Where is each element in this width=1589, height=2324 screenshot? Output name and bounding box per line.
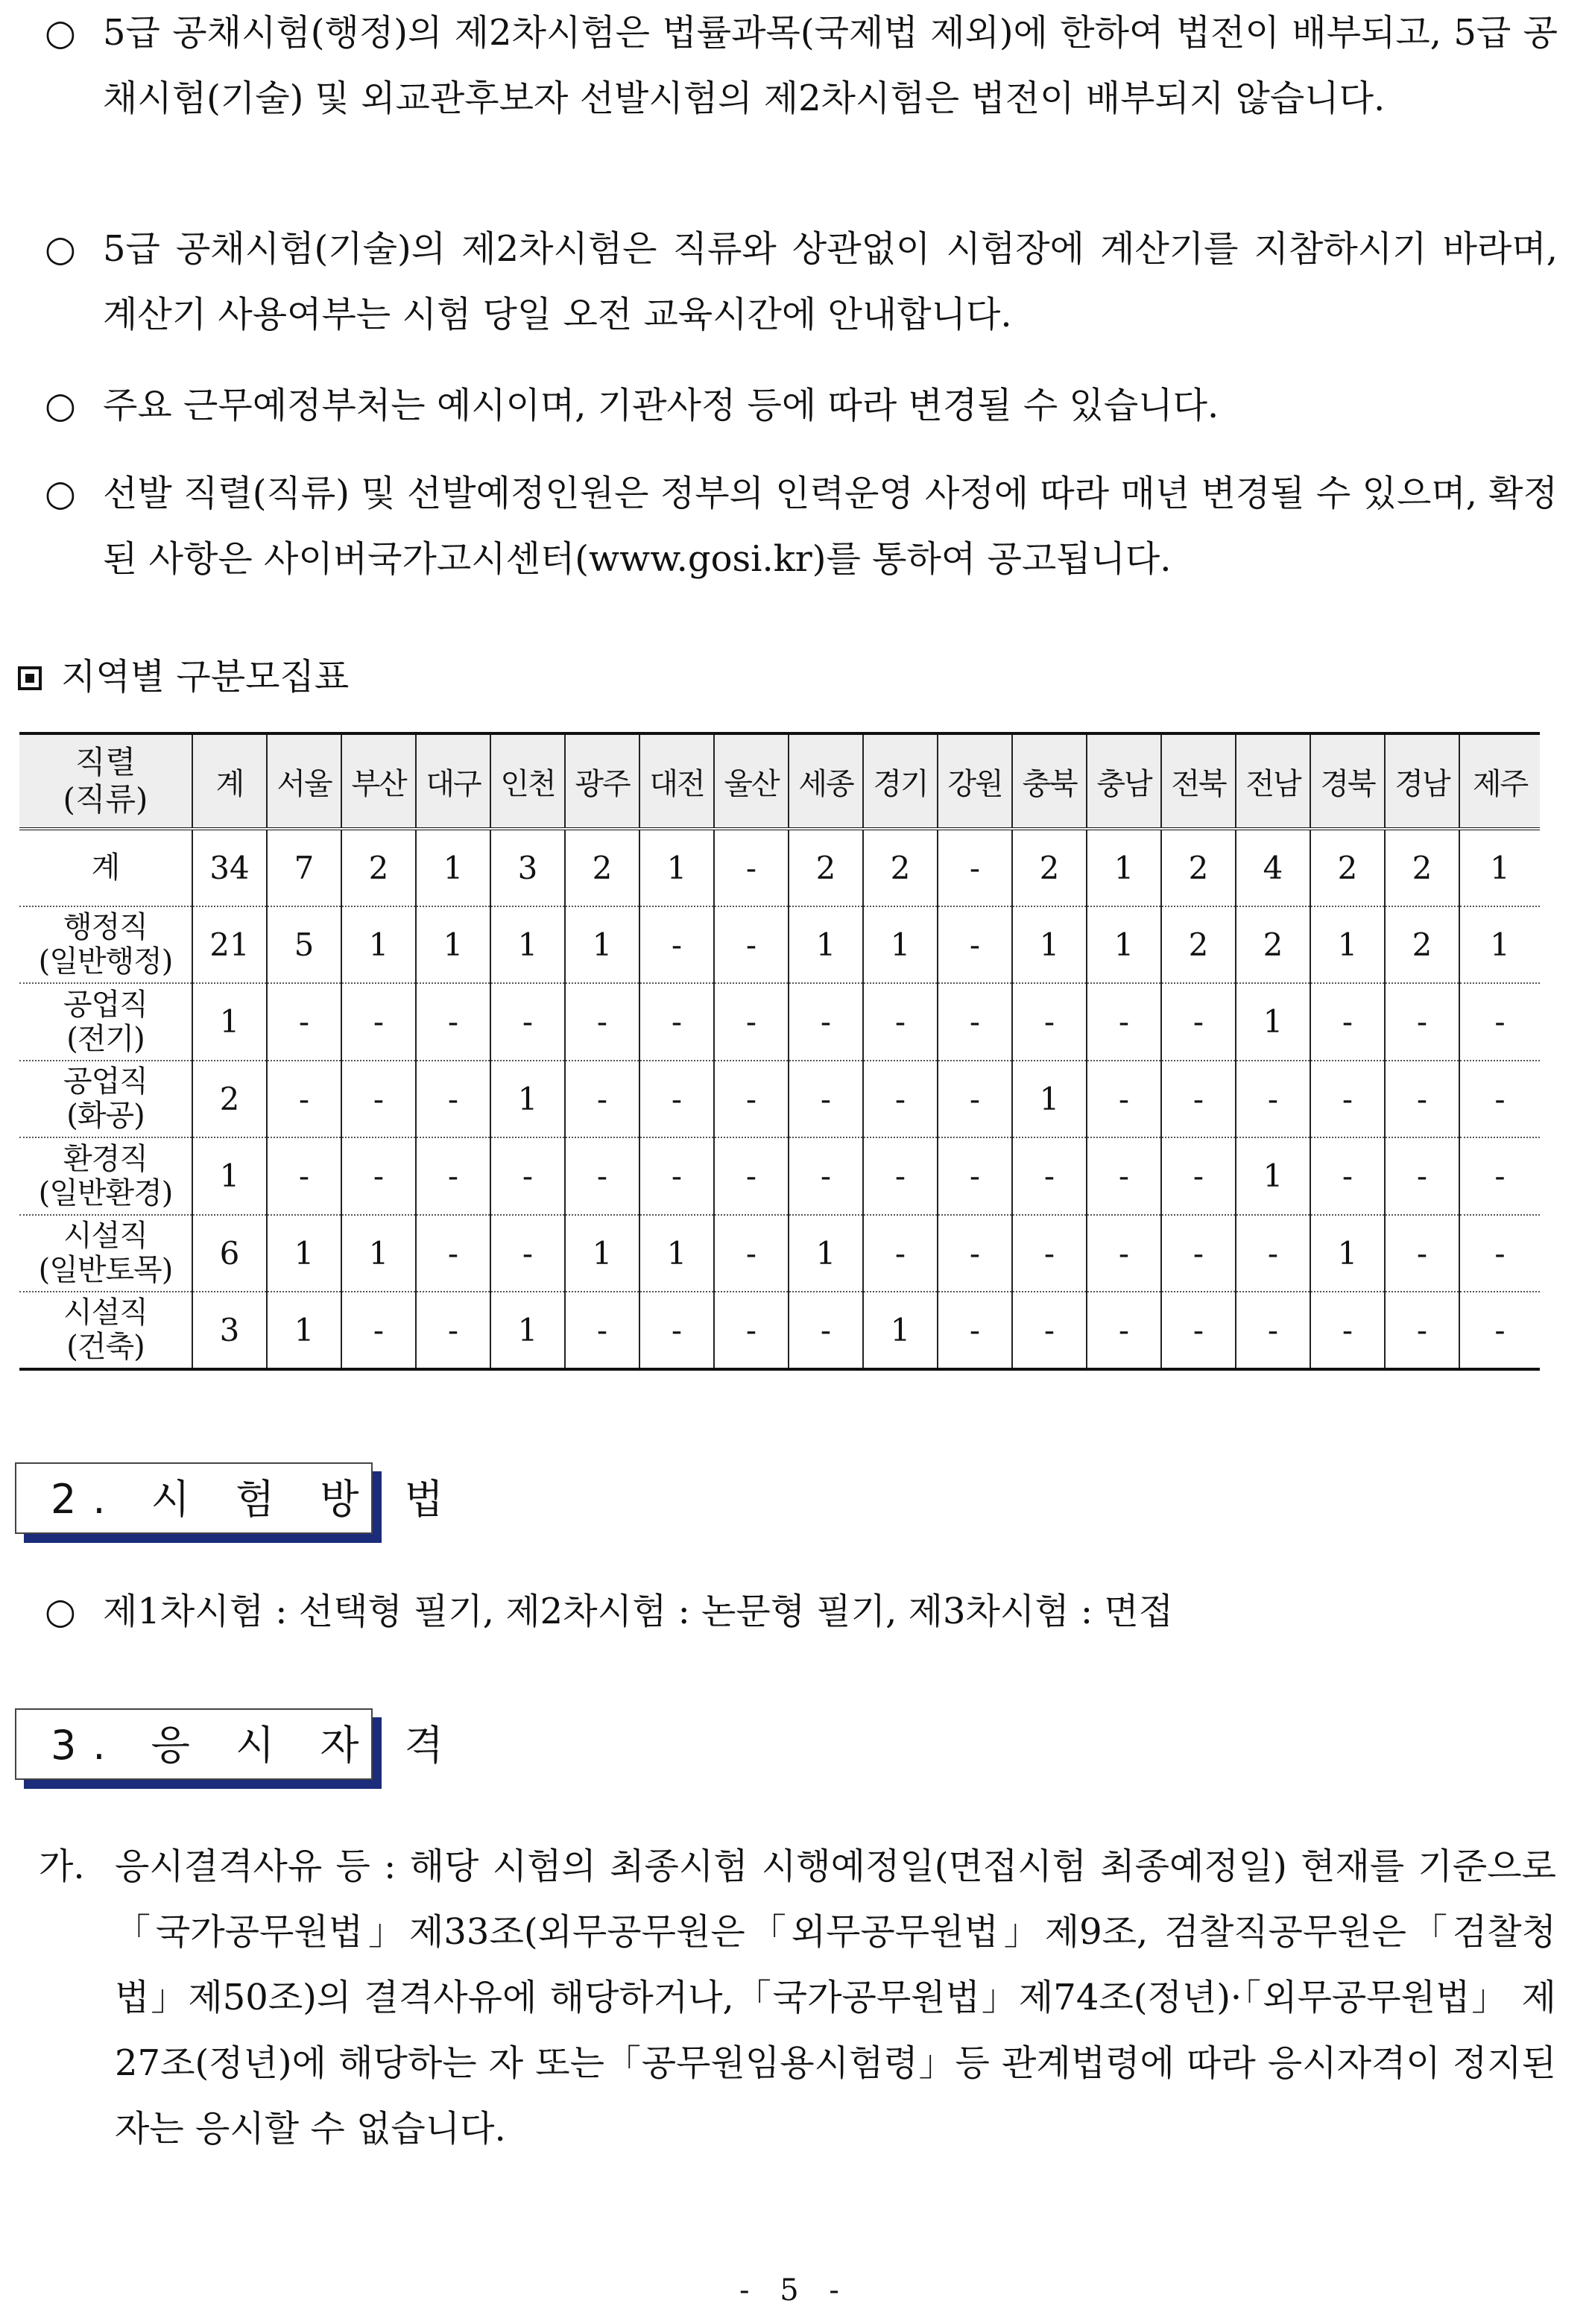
table-row xyxy=(19,1292,1540,1369)
table-cell: 1 xyxy=(565,906,639,984)
table-cell: - xyxy=(1310,983,1385,1061)
paragraph-mark: 가. xyxy=(39,1845,85,1887)
table-cell: - xyxy=(341,983,416,1061)
table-cell: 1 xyxy=(267,1215,341,1292)
table-cell: - xyxy=(1161,983,1236,1061)
table-row xyxy=(19,1137,1540,1215)
table-cell: 2 xyxy=(1310,829,1385,906)
region-table-title xyxy=(18,647,349,707)
bullet-mark: ○ xyxy=(45,12,76,54)
table-cell: - xyxy=(1012,1292,1087,1369)
table-cell: 1 xyxy=(416,906,490,984)
table-cell: 1 xyxy=(1236,1137,1310,1215)
table-cell: 1 xyxy=(192,983,267,1061)
table-cell: 1 xyxy=(565,1215,639,1292)
table-cell: - xyxy=(714,1215,789,1292)
table-cell: 5 xyxy=(267,906,341,984)
row-label xyxy=(19,1137,192,1215)
table-cell: - xyxy=(565,1292,639,1369)
table-cell: 2 xyxy=(1385,829,1459,906)
table-cell: - xyxy=(416,983,490,1061)
table-cell: - xyxy=(1087,1292,1161,1369)
table-cell: - xyxy=(938,1215,1012,1292)
table-cell: - xyxy=(863,1215,938,1292)
paragraph-disqualification xyxy=(39,1834,1556,2162)
table-cell: - xyxy=(938,1137,1012,1215)
row-label xyxy=(19,983,192,1061)
table-cell: 1 xyxy=(1310,1215,1385,1292)
row-label xyxy=(19,1061,192,1138)
row-label-line1: 공업직 xyxy=(63,1064,148,1099)
table-header-row xyxy=(19,733,1540,829)
paragraph-text: 응시결격사유 등 : 해당 시험의 최종시험 시행예정일(면접시험 최종예정일) 현재를 기준으로「국가공무원법」제33조(외무공무원은「외무공무원법」제9조, 검찰직공무원은「검찰청법」제50조)의 결격사유에 해당하거나,「국가공무원법」제74조(정년)·「외무공무원법」 제27조(정년)에 해당하는 자 또는「공무원임용시험령」등 관계법령에 따라 응시자격이 정지된 자는 응시할 수 없습니다. xyxy=(115,1845,1556,2150)
bullet-text: 5급 공채시험(행정)의 제2차시험은 법률과목(국제법 제외)에 한하여 법전이 배부되고, 5급 공채시험(기술) 및 외교관후보자 선발시험의 제2차시험은 법전이 배부되지 않습니다. xyxy=(103,12,1558,119)
table-cell: - xyxy=(714,1292,789,1369)
row-label-line2: (화공) xyxy=(66,1099,145,1134)
table-cell: - xyxy=(639,1061,714,1138)
table-cell: - xyxy=(416,1137,490,1215)
column-header: 충북 xyxy=(1012,733,1087,829)
table-row xyxy=(19,906,1540,984)
table-cell: 2 xyxy=(565,829,639,906)
table-cell: - xyxy=(714,906,789,984)
table-cell: - xyxy=(1310,1137,1385,1215)
row-label-line2: (일반행정) xyxy=(38,944,173,979)
table-cell: - xyxy=(938,1292,1012,1369)
table-row xyxy=(19,1061,1540,1138)
column-header: 전남 xyxy=(1236,733,1310,829)
row-label-line1: 환경직 xyxy=(63,1141,148,1176)
table-cell: 1 xyxy=(1087,829,1161,906)
table-cell: - xyxy=(1310,1292,1385,1369)
table-cell: 2 xyxy=(1236,906,1310,984)
table-cell: 1 xyxy=(789,1215,863,1292)
row-label-line1: 시설직 xyxy=(63,1219,148,1254)
table-cell: - xyxy=(1161,1061,1236,1138)
table-cell: - xyxy=(565,1061,639,1138)
table-cell: - xyxy=(1459,983,1540,1061)
table-cell: - xyxy=(341,1292,416,1369)
table-cell: 1 xyxy=(490,1061,565,1138)
bullet-mark: ○ xyxy=(45,228,76,270)
table-cell: - xyxy=(1012,983,1087,1061)
table-cell: 2 xyxy=(789,829,863,906)
column-header: 대전 xyxy=(639,733,714,829)
row-label-line2: (건축) xyxy=(66,1330,145,1365)
table-cell: 3 xyxy=(490,829,565,906)
table-cell: - xyxy=(1012,1215,1087,1292)
column-header: 계 xyxy=(192,733,267,829)
table-cell: 21 xyxy=(192,906,267,984)
table-cell: - xyxy=(1161,1292,1236,1369)
region-recruitment-table xyxy=(19,732,1540,1371)
table-cell: 1 xyxy=(1459,829,1540,906)
table-cell: - xyxy=(490,1215,565,1292)
table-cell: - xyxy=(1459,1215,1540,1292)
table-cell: 34 xyxy=(192,829,267,906)
table-cell: - xyxy=(863,983,938,1061)
bullet-mark: ○ xyxy=(45,473,76,514)
table-cell: - xyxy=(789,1292,863,1369)
row-label xyxy=(19,829,192,906)
table-cell: - xyxy=(639,906,714,984)
table-cell: - xyxy=(938,829,1012,906)
table-cell: 1 xyxy=(192,1137,267,1215)
table-cell: - xyxy=(267,1061,341,1138)
table-cell: - xyxy=(1459,1061,1540,1138)
column-header: 서울 xyxy=(267,733,341,829)
column-header: 세종 xyxy=(789,733,863,829)
bullet-selection-change xyxy=(45,461,1558,592)
table-cell: - xyxy=(714,983,789,1061)
table-cell: - xyxy=(416,1061,490,1138)
table-cell: 1 xyxy=(639,829,714,906)
table-cell: 1 xyxy=(341,1215,416,1292)
table-cell: - xyxy=(1385,983,1459,1061)
row-label xyxy=(19,1215,192,1292)
table-cell: 2 xyxy=(1385,906,1459,984)
bullet-text: 주요 근무예정부처는 예시이며, 기관사정 등에 따라 변경될 수 있습니다. xyxy=(103,385,1219,426)
column-header: 인천 xyxy=(490,733,565,829)
table-cell: - xyxy=(789,1137,863,1215)
table-cell: - xyxy=(416,1292,490,1369)
row-label-line1: 시설직 xyxy=(63,1295,148,1330)
row-label xyxy=(19,1292,192,1369)
table-cell: 1 xyxy=(639,1215,714,1292)
table-cell: 6 xyxy=(192,1215,267,1292)
table-cell: - xyxy=(1236,1061,1310,1138)
bullet-exam-stages xyxy=(45,1579,1558,1644)
table-cell: 1 xyxy=(1087,906,1161,984)
row-label-line2: (전기) xyxy=(66,1021,145,1056)
table-cell: 1 xyxy=(1236,983,1310,1061)
table-cell: - xyxy=(1459,1292,1540,1369)
table-cell: 2 xyxy=(863,829,938,906)
table-cell: - xyxy=(789,983,863,1061)
table-cell: - xyxy=(1236,1215,1310,1292)
table-cell: 1 xyxy=(1310,906,1385,984)
table-cell: - xyxy=(490,1137,565,1215)
table-cell: - xyxy=(1087,1215,1161,1292)
table-cell: - xyxy=(863,1061,938,1138)
table-cell: - xyxy=(1310,1061,1385,1138)
table-cell: 7 xyxy=(267,829,341,906)
table-cell: - xyxy=(416,1215,490,1292)
table-cell: - xyxy=(267,1137,341,1215)
table-cell: 1 xyxy=(1459,906,1540,984)
table-cell: 2 xyxy=(341,829,416,906)
page-number: - 5 - xyxy=(739,2273,850,2308)
table-cell: 4 xyxy=(1236,829,1310,906)
table-cell: 1 xyxy=(1012,1061,1087,1138)
table-cell: 1 xyxy=(490,1292,565,1369)
table-cell: 2 xyxy=(1161,829,1236,906)
table-cell: - xyxy=(1385,1215,1459,1292)
section-heading-eligibility: 3. 응 시 자 격 xyxy=(15,1708,373,1780)
table-row xyxy=(19,829,1540,906)
table-cell: 1 xyxy=(789,906,863,984)
column-header: 경기 xyxy=(863,733,938,829)
table-row xyxy=(19,1215,1540,1292)
column-header: 경남 xyxy=(1385,733,1459,829)
table-cell: 2 xyxy=(1012,829,1087,906)
table-cell: - xyxy=(1012,1137,1087,1215)
table-cell: - xyxy=(714,829,789,906)
table-cell: - xyxy=(1385,1061,1459,1138)
table-cell: - xyxy=(639,1292,714,1369)
table-cell: - xyxy=(1087,1137,1161,1215)
bullet-mark: ○ xyxy=(45,1591,76,1632)
table-cell: 1 xyxy=(490,906,565,984)
table-cell: - xyxy=(1087,1061,1161,1138)
table-row xyxy=(19,983,1540,1061)
table-cell: - xyxy=(1385,1137,1459,1215)
column-header: 광주 xyxy=(565,733,639,829)
column-header: 전북 xyxy=(1161,733,1236,829)
column-header: 강원 xyxy=(938,733,1012,829)
header-job-series xyxy=(19,733,192,829)
bullet-text: 5급 공채시험(기술)의 제2차시험은 직류와 상관없이 시험장에 계산기를 지참하시기 바라며, 계산기 사용여부는 시험 당일 오전 교육시간에 안내합니다. xyxy=(103,228,1558,335)
table-cell: - xyxy=(267,983,341,1061)
bullet-text: 선발 직렬(직류) 및 선발예정인원은 정부의 인력운영 사정에 따라 매년 변경될 수 있으며, 확정된 사항은 사이버국가고시센터(www.gosi.kr)를 통하여 공고됩니다. xyxy=(103,473,1558,580)
table-cell: - xyxy=(1087,983,1161,1061)
table-body xyxy=(19,829,1540,1369)
table-cell: 2 xyxy=(1161,906,1236,984)
column-header: 충남 xyxy=(1087,733,1161,829)
table-cell: 1 xyxy=(267,1292,341,1369)
table-cell: - xyxy=(341,1061,416,1138)
bullet-text: 제1차시험 : 선택형 필기, 제2차시험 : 논문형 필기, 제3차시험 : 면접 xyxy=(103,1591,1174,1632)
table-cell: - xyxy=(789,1061,863,1138)
header-job-series-line2: (직류) xyxy=(63,781,148,818)
column-header: 경북 xyxy=(1310,733,1385,829)
row-label-line1: 계 xyxy=(91,850,120,885)
table-cell: 2 xyxy=(192,1061,267,1138)
table-cell: 1 xyxy=(416,829,490,906)
table-cell: 1 xyxy=(863,1292,938,1369)
table-cell: - xyxy=(1459,1137,1540,1215)
table-cell: - xyxy=(639,1137,714,1215)
table-cell: - xyxy=(1236,1292,1310,1369)
header-job-series-line1: 직렬 xyxy=(75,744,136,780)
column-header: 대구 xyxy=(416,733,490,829)
table-cell: - xyxy=(565,983,639,1061)
square-bullet-icon xyxy=(18,666,42,690)
section-heading-exam-method: 2. 시 험 방 법 xyxy=(15,1462,373,1534)
bullet-departments xyxy=(45,373,1558,438)
column-header: 부산 xyxy=(341,733,416,829)
table-cell: - xyxy=(714,1137,789,1215)
table-cell: - xyxy=(714,1061,789,1138)
table-cell: - xyxy=(938,983,1012,1061)
row-label-line2: (일반환경) xyxy=(38,1175,173,1210)
bullet-calculator xyxy=(45,216,1558,347)
table-cell: - xyxy=(938,1061,1012,1138)
column-header: 제주 xyxy=(1459,733,1540,829)
table-cell: - xyxy=(341,1137,416,1215)
row-label xyxy=(19,906,192,984)
table-cell: - xyxy=(1161,1137,1236,1215)
table-cell: - xyxy=(1385,1292,1459,1369)
bullet-mark: ○ xyxy=(45,385,76,426)
bullet-law-books xyxy=(45,0,1558,131)
table-cell: - xyxy=(565,1137,639,1215)
table-cell: - xyxy=(863,1137,938,1215)
row-label-line1: 행정직 xyxy=(63,910,148,945)
column-header: 울산 xyxy=(714,733,789,829)
table-cell: - xyxy=(938,906,1012,984)
table-cell: 1 xyxy=(863,906,938,984)
region-table-title-text: 지역별 구분모집표 xyxy=(61,656,350,698)
row-label-line2: (일반토목) xyxy=(38,1253,173,1288)
table-cell: - xyxy=(639,983,714,1061)
table-cell: 3 xyxy=(192,1292,267,1369)
table-cell: 1 xyxy=(1012,906,1087,984)
table-cell: - xyxy=(490,983,565,1061)
row-label-line1: 공업직 xyxy=(63,987,148,1022)
table-cell: 1 xyxy=(341,906,416,984)
table-cell: - xyxy=(1161,1215,1236,1292)
